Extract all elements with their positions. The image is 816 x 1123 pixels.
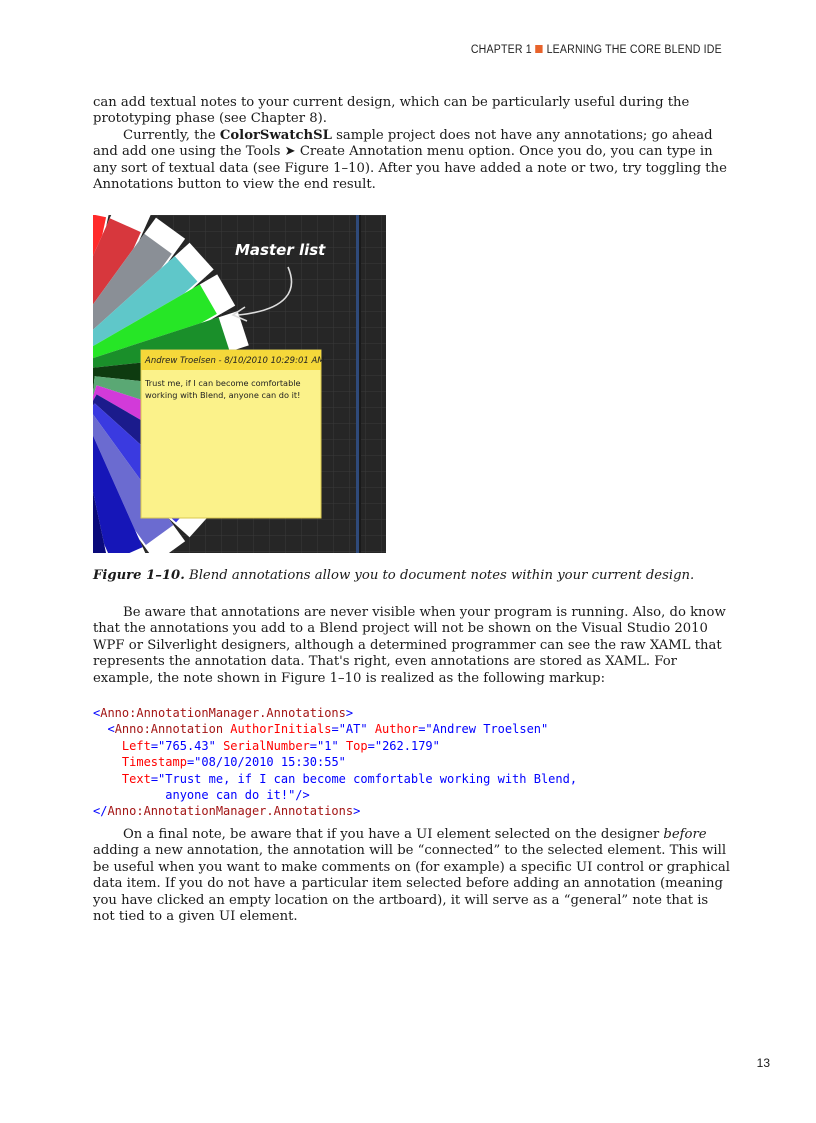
- chapter-square-icon: [536, 45, 543, 53]
- annotation-note: [141, 350, 325, 518]
- paragraph-2-text-a: Currently, the: [123, 128, 220, 143]
- annotation-header: Andrew Troelsen - 8/10/2010 10:29:01 AM: [145, 356, 325, 366]
- paragraph-4-text-a: On a final note, be aware that if you have a UI element selected on the designer: [123, 827, 664, 842]
- figure-label: Figure 1–10.: [93, 568, 185, 583]
- paragraph-2: [93, 128, 733, 194]
- page-number: 13: [756, 1056, 770, 1070]
- chapter-label: CHAPTER 1: [470, 44, 533, 56]
- project-name: ColorSwatchSL: [219, 128, 332, 143]
- artboard-illustration: [93, 215, 386, 553]
- emphasis-before: before: [663, 827, 707, 842]
- paragraph-4-text-b: adding a new annotation, the annotation will be “connected” to the selected element. This will be useful when you want to make comments on (for example) a specific UI control or graphical data item. If you do not have a particular item selected before adding an annotation (meaning you have clicked an empty location on the artboard), it will serve as a “general” note that is not tied to a given UI element.: [93, 843, 730, 925]
- paragraph-3: Be aware that annotations are never visible when your program is running. Also, do know that the annotations you add to a Blend project will not be shown on the Visual Studio 2010 WPF or Silverlight designers, although a determined programmer can see the raw XAML that represents the annotation data. That's right, even annotations are stored as XAML. For example, the note shown in Figure 1–10 is realized as the following markup:: [93, 605, 726, 686]
- paragraph-1: can add textual notes to your current design, which can be particularly useful during the prototyping phase (see Chapter 8).: [93, 95, 690, 127]
- chapter-title: LEARNING THE CORE BLEND IDE: [546, 44, 722, 56]
- annotation-body-line-2: working with Blend, anyone can do it!: [145, 390, 301, 400]
- paragraph-2-text-b: sample project does not have any annotations; go ahead and add one using the Tools ➤ Create Annotation menu option. Once you do, you can type in any sort of textual data (see Figure 1–10). After you have added a note or two, try toggling the Annotations button to view the end result.: [93, 128, 727, 193]
- annotation-body-line-1: Trust me, if I can become comfortable: [145, 378, 301, 388]
- code-listing: <Anno:AnnotationManager.Annotations> <Anno:Annotation AuthorInitials="AT" Author="Andrew Troelsen" Left="765.43" SerialNumber="1" Top="262.179" Timestamp="08/10/2010 15:30:55" Text="Trust me, if I can become comfortable working with Blend, anyone can do it!"/> </Anno:AnnotationManager.Annotations>: [93, 706, 578, 819]
- caption-text: Blend annotations allow you to document notes within your current design.: [184, 568, 695, 583]
- artboard-edge: [356, 215, 359, 553]
- paragraph-4: [93, 827, 733, 925]
- figure-caption: [93, 568, 733, 583]
- running-head: [471, 44, 722, 56]
- figure-blend-annotation-screenshot: [93, 215, 386, 553]
- master-list-label: Master list: [235, 241, 326, 259]
